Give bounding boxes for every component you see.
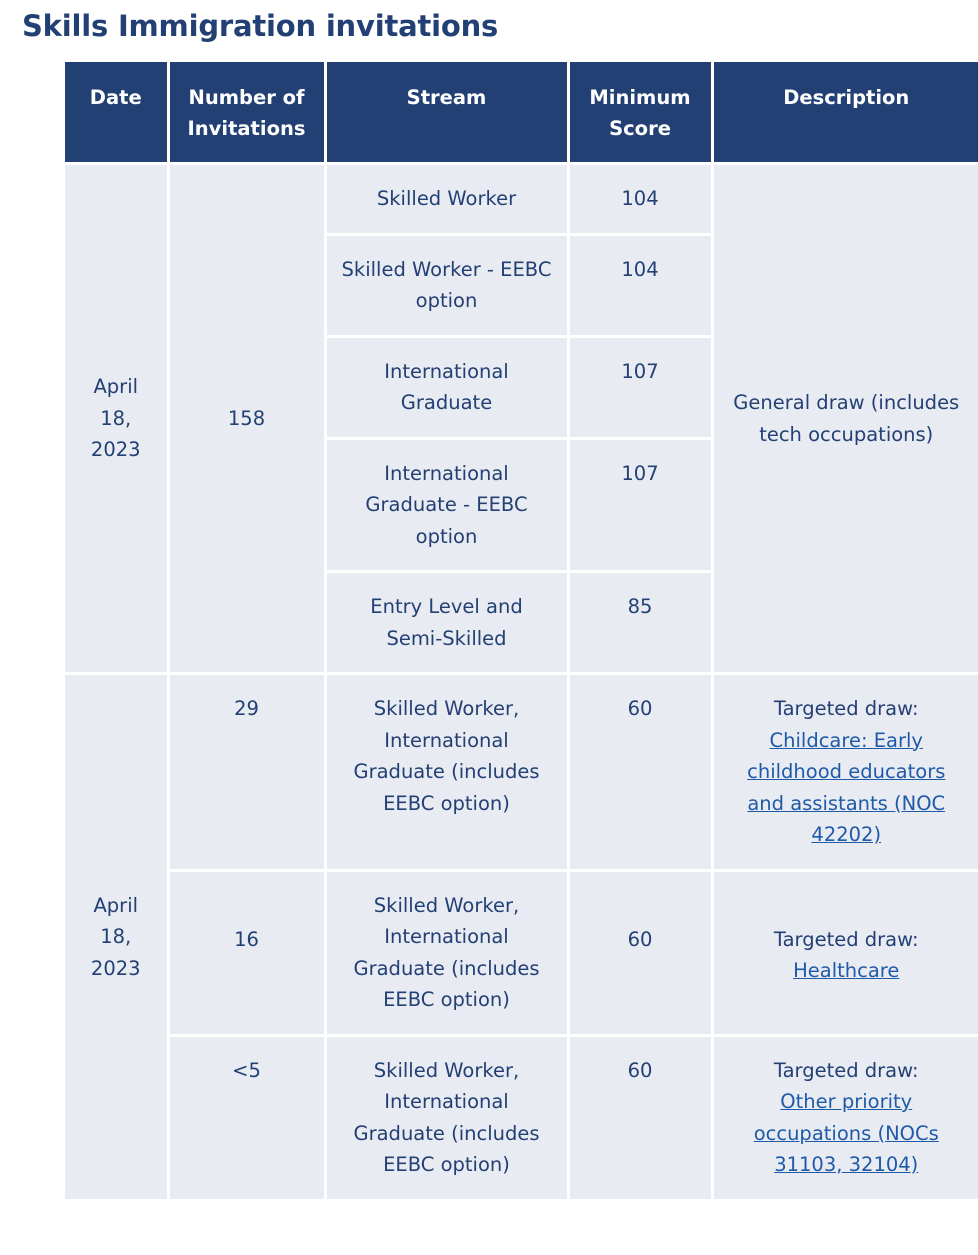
score-cell: 107 [568,336,712,438]
invitations-count-cell: 158 [168,164,325,674]
invitations-table [65,62,978,1202]
score-cell: 60 [568,1035,712,1200]
description-prefix: Targeted draw: [773,697,919,720]
header-minimum-score: Minimum Score [568,62,712,164]
description-prefix: Targeted draw: [773,1058,919,1082]
description-prefix: Targeted draw: [773,927,919,951]
table-header-row [65,62,978,164]
page-title: Skills Immigration invitations [22,9,499,43]
score-cell: 104 [568,234,712,336]
stream-cell: Skilled Worker, International Graduate (includes EEBC option) [325,870,568,1035]
description-cell [712,870,978,1035]
description-cell [712,674,978,871]
stream-cell: International Graduate [325,336,568,438]
childcare-noc-link[interactable]: Childcare: Early childhood educators and assistants (NOC 42202) [747,728,946,846]
stream-cell: Skilled Worker - EEBC option [325,234,568,336]
stream-cell: Skilled Worker, International Graduate (includes EEBC option) [325,674,568,871]
header-stream: Stream [325,62,568,164]
table-row [65,674,978,871]
score-cell: 85 [568,572,712,674]
healthcare-link[interactable]: Healthcare [793,959,900,982]
score-cell: 104 [568,164,712,235]
score-cell: 60 [568,674,712,871]
description-cell: General draw (includes tech occupations) [712,164,978,674]
stream-cell: Skilled Worker, International Graduate (includes EEBC option) [325,1035,568,1200]
stream-cell: International Graduate - EEBC option [325,438,568,572]
invitations-count-cell: <5 [168,1035,325,1200]
score-cell: 107 [568,438,712,572]
table-row [65,164,978,235]
header-description: Description [712,62,978,164]
invitations-count-cell: 16 [168,870,325,1035]
date-cell: April 18, 2023 [65,674,168,1201]
score-cell: 60 [568,870,712,1035]
header-date: Date [65,62,168,164]
date-cell: April 18, 2023 [65,164,168,674]
description-cell [712,1035,978,1200]
stream-cell: Skilled Worker [325,164,568,235]
header-number-of-invitations: Number of Invitations [168,62,325,164]
stream-cell: Entry Level and Semi-Skilled [325,572,568,674]
other-priority-occupations-link[interactable]: Other priority occupations (NOCs 31103, 32104) [753,1090,939,1176]
invitations-count-cell: 29 [168,674,325,871]
table-row [65,870,978,1035]
table-row [65,1035,978,1200]
